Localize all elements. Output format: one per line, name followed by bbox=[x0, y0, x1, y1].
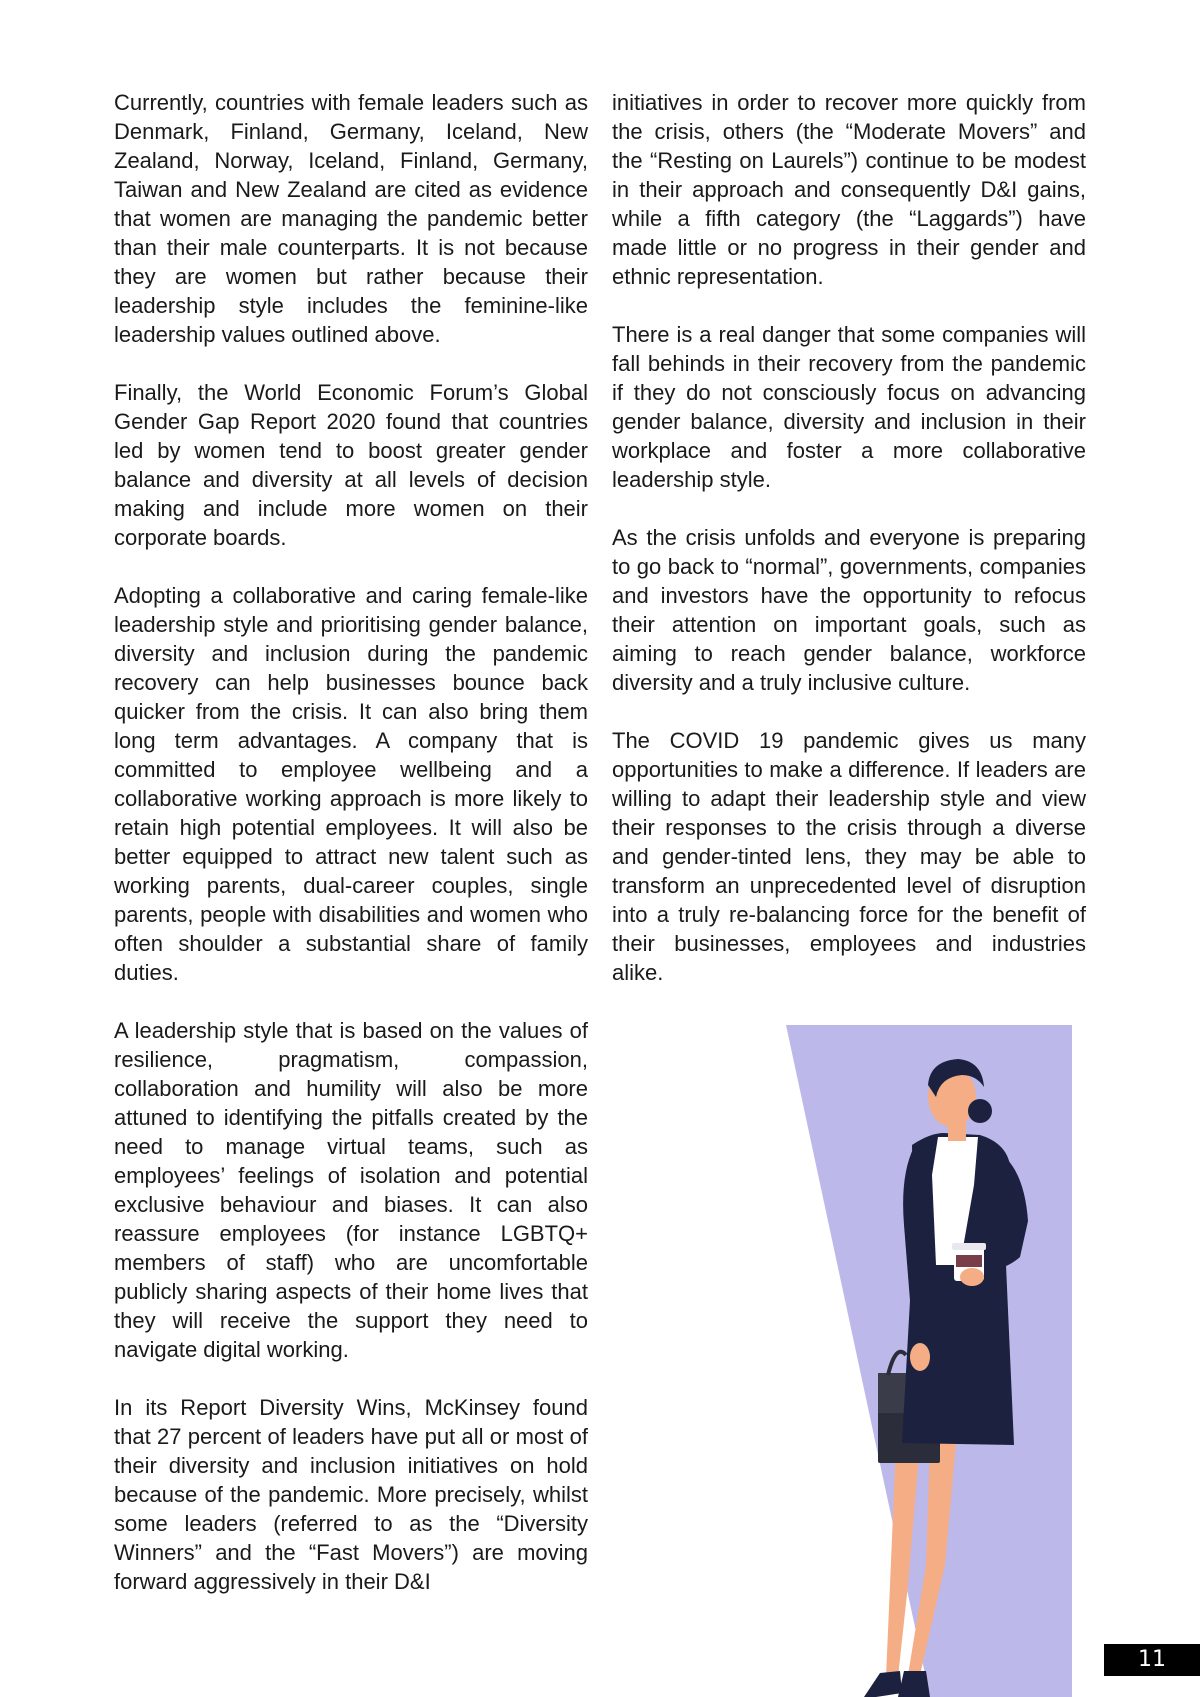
paragraph: There is a real danger that some companies will fall behinds in their recovery from the pandemic if they do not consciously focus on advancing gender balance, diversity and inclusion in their workplace and foster a more collaborative leadership style. bbox=[612, 322, 1086, 492]
paragraph: The COVID 19 pandemic gives us many opportunities to make a difference. If leaders are willing to adapt their leadership style and view their responses to the crisis through a diverse and gender-tinted lens, they may be able to transform an unprecedented level of disruption into a truly re-balancing force for the benefit of their businesses, employees and industries alike. bbox=[612, 728, 1086, 985]
paragraph: Currently, countries with female leaders such as Denmark, Finland, Germany, Iceland, New Zealand, Norway, Iceland, Finland, Germany, Taiwan and New Zealand are cited as evidence that women are managing the pandemic better than their male counterparts. It is not because they are women but rather because their leadership style includes the feminine-like leadership values outlined above. bbox=[114, 90, 588, 347]
paragraph: A leadership style that is based on the values of resilience, pragmatism, compassion, collaboration and humility will also be more attuned to identifying the pitfalls created by the need to manage virtual teams, such as employees’ feelings of isolation and potential exclusive behaviour and biases. It can also reassure employees (for instance LGBTQ+ members of staff) who are uncomfortable publicly sharing aspects of their home lives that they will receive the support they need to navigate digital working. bbox=[114, 1018, 588, 1362]
businesswoman-illustration bbox=[780, 1025, 1080, 1697]
paragraph: initiatives in order to recover more quickly from the crisis, others (the “Moderate Movers” and the “Resting on Laurels”) continue to be modest in their approach and consequently D&I gains, while a fifth category (the “Laggards”) have made little or no progress in their gender and ethnic representation. bbox=[612, 90, 1086, 289]
paragraph: In its Report Diversity Wins, McKinsey found that 27 percent of leaders have put all or most of their diversity and inclusion initiatives on hold because of the pandemic. More precisely, whilst some leaders (referred to as the “Diversity Winners” and the “Fast Movers”) are moving forward aggressively in their D&I bbox=[114, 1395, 588, 1594]
left-text-column bbox=[114, 88, 588, 1596]
paragraph: As the crisis unfolds and everyone is preparing to go back to “normal”, governments, companies and investors have the opportunity to refocus their attention on important goals, such as aiming to reach gender balance, workforce diversity and a truly inclusive culture. bbox=[612, 525, 1086, 695]
paragraph: Adopting a collaborative and caring female-like leadership style and prioritising gender balance, diversity and inclusion during the pandemic recovery can help businesses bounce back quicker from the crisis. It can also bring them long term advantages. A company that is committed to employee wellbeing and a collaborative working approach is more likely to retain high potential employees. It will also be better equipped to attract new talent such as working parents, dual-career couples, single parents, people with disabilities and women who often shoulder a substantial share of family duties. bbox=[114, 583, 588, 985]
paragraph: Finally, the World Economic Forum’s Global Gender Gap Report 2020 found that countries led by women tend to boost greater gender balance and diversity at all levels of decision making and include more women on their corporate boards. bbox=[114, 380, 588, 550]
right-text-column bbox=[612, 88, 1086, 987]
page-number: 11 bbox=[1104, 1644, 1200, 1676]
